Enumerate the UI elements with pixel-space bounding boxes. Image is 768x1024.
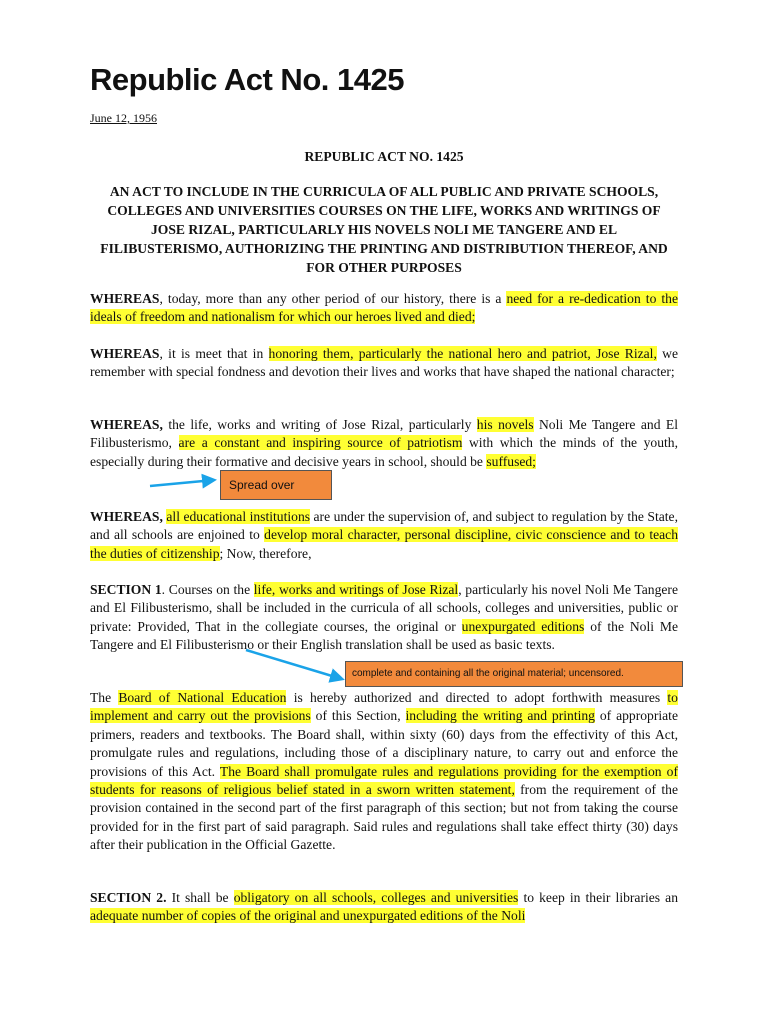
para-text: It shall be — [166, 890, 234, 905]
para-text: , today, more than any other period of our history, there is a — [159, 291, 507, 306]
para-text: the life, works and writing of Jose Rizal, particularly — [162, 417, 477, 432]
para-lead: SECTION 1 — [90, 582, 162, 597]
annotation-note-suffused: Spread over — [220, 470, 332, 500]
highlighted-text: The Board shall promulgate rules and regulations providing for the exemption of students for reasons of religious belief stated in a sworn written statement, — [90, 763, 678, 798]
para-text: to keep in their libraries an — [518, 890, 679, 905]
arrow-unexpurgated — [246, 650, 342, 679]
annotation-note-unexpurgated: complete and containing all the original material; uncensored. — [345, 661, 683, 687]
highlighted-text: life, works and writings of Jose Rizal — [253, 582, 459, 597]
arrow-suffused — [150, 480, 214, 486]
para-text: from the requirement of the provision contained in the second part of the first paragraph of this section; but not from taking the course provided for in the first part of said paragraph. Said rules and regulations shall take effect thirty (30) days after their publication in the Official Gazette. — [90, 782, 678, 853]
para-text: , it is meet that in — [159, 346, 269, 361]
para-text: The — [90, 690, 119, 705]
document-date: June 12, 1956 — [90, 111, 157, 125]
act-title: AN ACT TO INCLUDE IN THE CURRICULA OF ALL PUBLIC AND PRIVATE SCHOOLS, COLLEGES AND UNIVERSITIES COURSES ON THE LIFE, WORKS AND WRITINGS OF JOSE RIZAL, PARTICULARLY HIS NOVELS NOLI ME TANGERE AND EL FILIBUSTERISMO, AUTHORIZING THE PRINTING AND DISTRIBUTION THEREOF, AND FOR OTHER PURPOSES — [100, 184, 668, 275]
para-text: are under the supervision of, and subject to regulation by the State, and all schools are enjoined to — [90, 509, 678, 543]
para-text: Noli Me Tangere and El Filibusterismo, — [90, 417, 678, 451]
act-heading: REPUBLIC ACT NO. 1425 — [304, 149, 464, 164]
para-text: , particularly his novel Noli Me Tangere and El Filibusterismo, shall be included in the curricula of all schools, colleges and universities, public or private: Provided, That in the collegiate courses, the original or — [90, 582, 678, 634]
highlighted-text: to implement and carry out the provisions — [90, 690, 678, 724]
para-text: . Courses on the — [161, 582, 254, 597]
para-lead: WHEREAS, — [90, 417, 163, 432]
para-lead: WHEREAS, — [90, 509, 163, 524]
highlighted-text: his novels — [476, 417, 534, 432]
para-lead: WHEREAS — [90, 346, 160, 361]
para-lead: SECTION 2. — [90, 890, 167, 905]
highlighted-text-suffused: suffused; — [486, 453, 536, 469]
highlighted-text: honoring them, particularly the national hero and patriot, Jose Rizal, — [268, 346, 657, 361]
page-title: Republic Act No. 1425 — [90, 62, 404, 97]
highlighted-text: Board of National Education — [118, 690, 287, 705]
highlighted-text: adequate number of copies of the original and unexpurgated editions of the Noli — [90, 908, 526, 924]
para-text: of this Section, — [310, 708, 406, 724]
highlighted-text: are a constant and inspiring source of patriotism — [178, 435, 463, 451]
para-text: ; Now, therefore, — [219, 545, 312, 561]
para-text: of the Noli Me Tangere and El Filibusterismo or their English translation shall be used as basic texts. — [90, 618, 678, 653]
para-text: we remember with special fondness and devotion their lives and works that have shaped the national character; — [90, 346, 678, 380]
highlighted-text: all educational institutions — [166, 509, 311, 524]
para-text: of appropriate primers, readers and textbooks. The Board shall, within sixty (60) days from the effectivity of this Act, promulgate rules and regulations, including those of a disciplinary nature, to carry out and enforce the provisions of this Act. — [90, 708, 678, 779]
highlighted-text: including the writing and printing — [405, 708, 595, 724]
highlighted-text-unexpurgated: unexpurgated editions — [461, 618, 585, 634]
highlighted-text: develop moral character, personal discipline, civic conscience and to teach the duties of citizenship — [90, 527, 678, 561]
para-text: with which the minds of the youth, especially during their formative and decisive years in school, should be — [90, 435, 678, 469]
para-lead: WHEREAS — [90, 291, 160, 306]
highlighted-text: need for a re-dedication to the ideals of freedom and nationalism for which our heroes lived and died; — [90, 291, 678, 325]
para-text: is hereby authorized and directed to adopt forthwith measures — [286, 690, 668, 705]
highlighted-text: obligatory on all schools, colleges and universities — [233, 890, 519, 905]
